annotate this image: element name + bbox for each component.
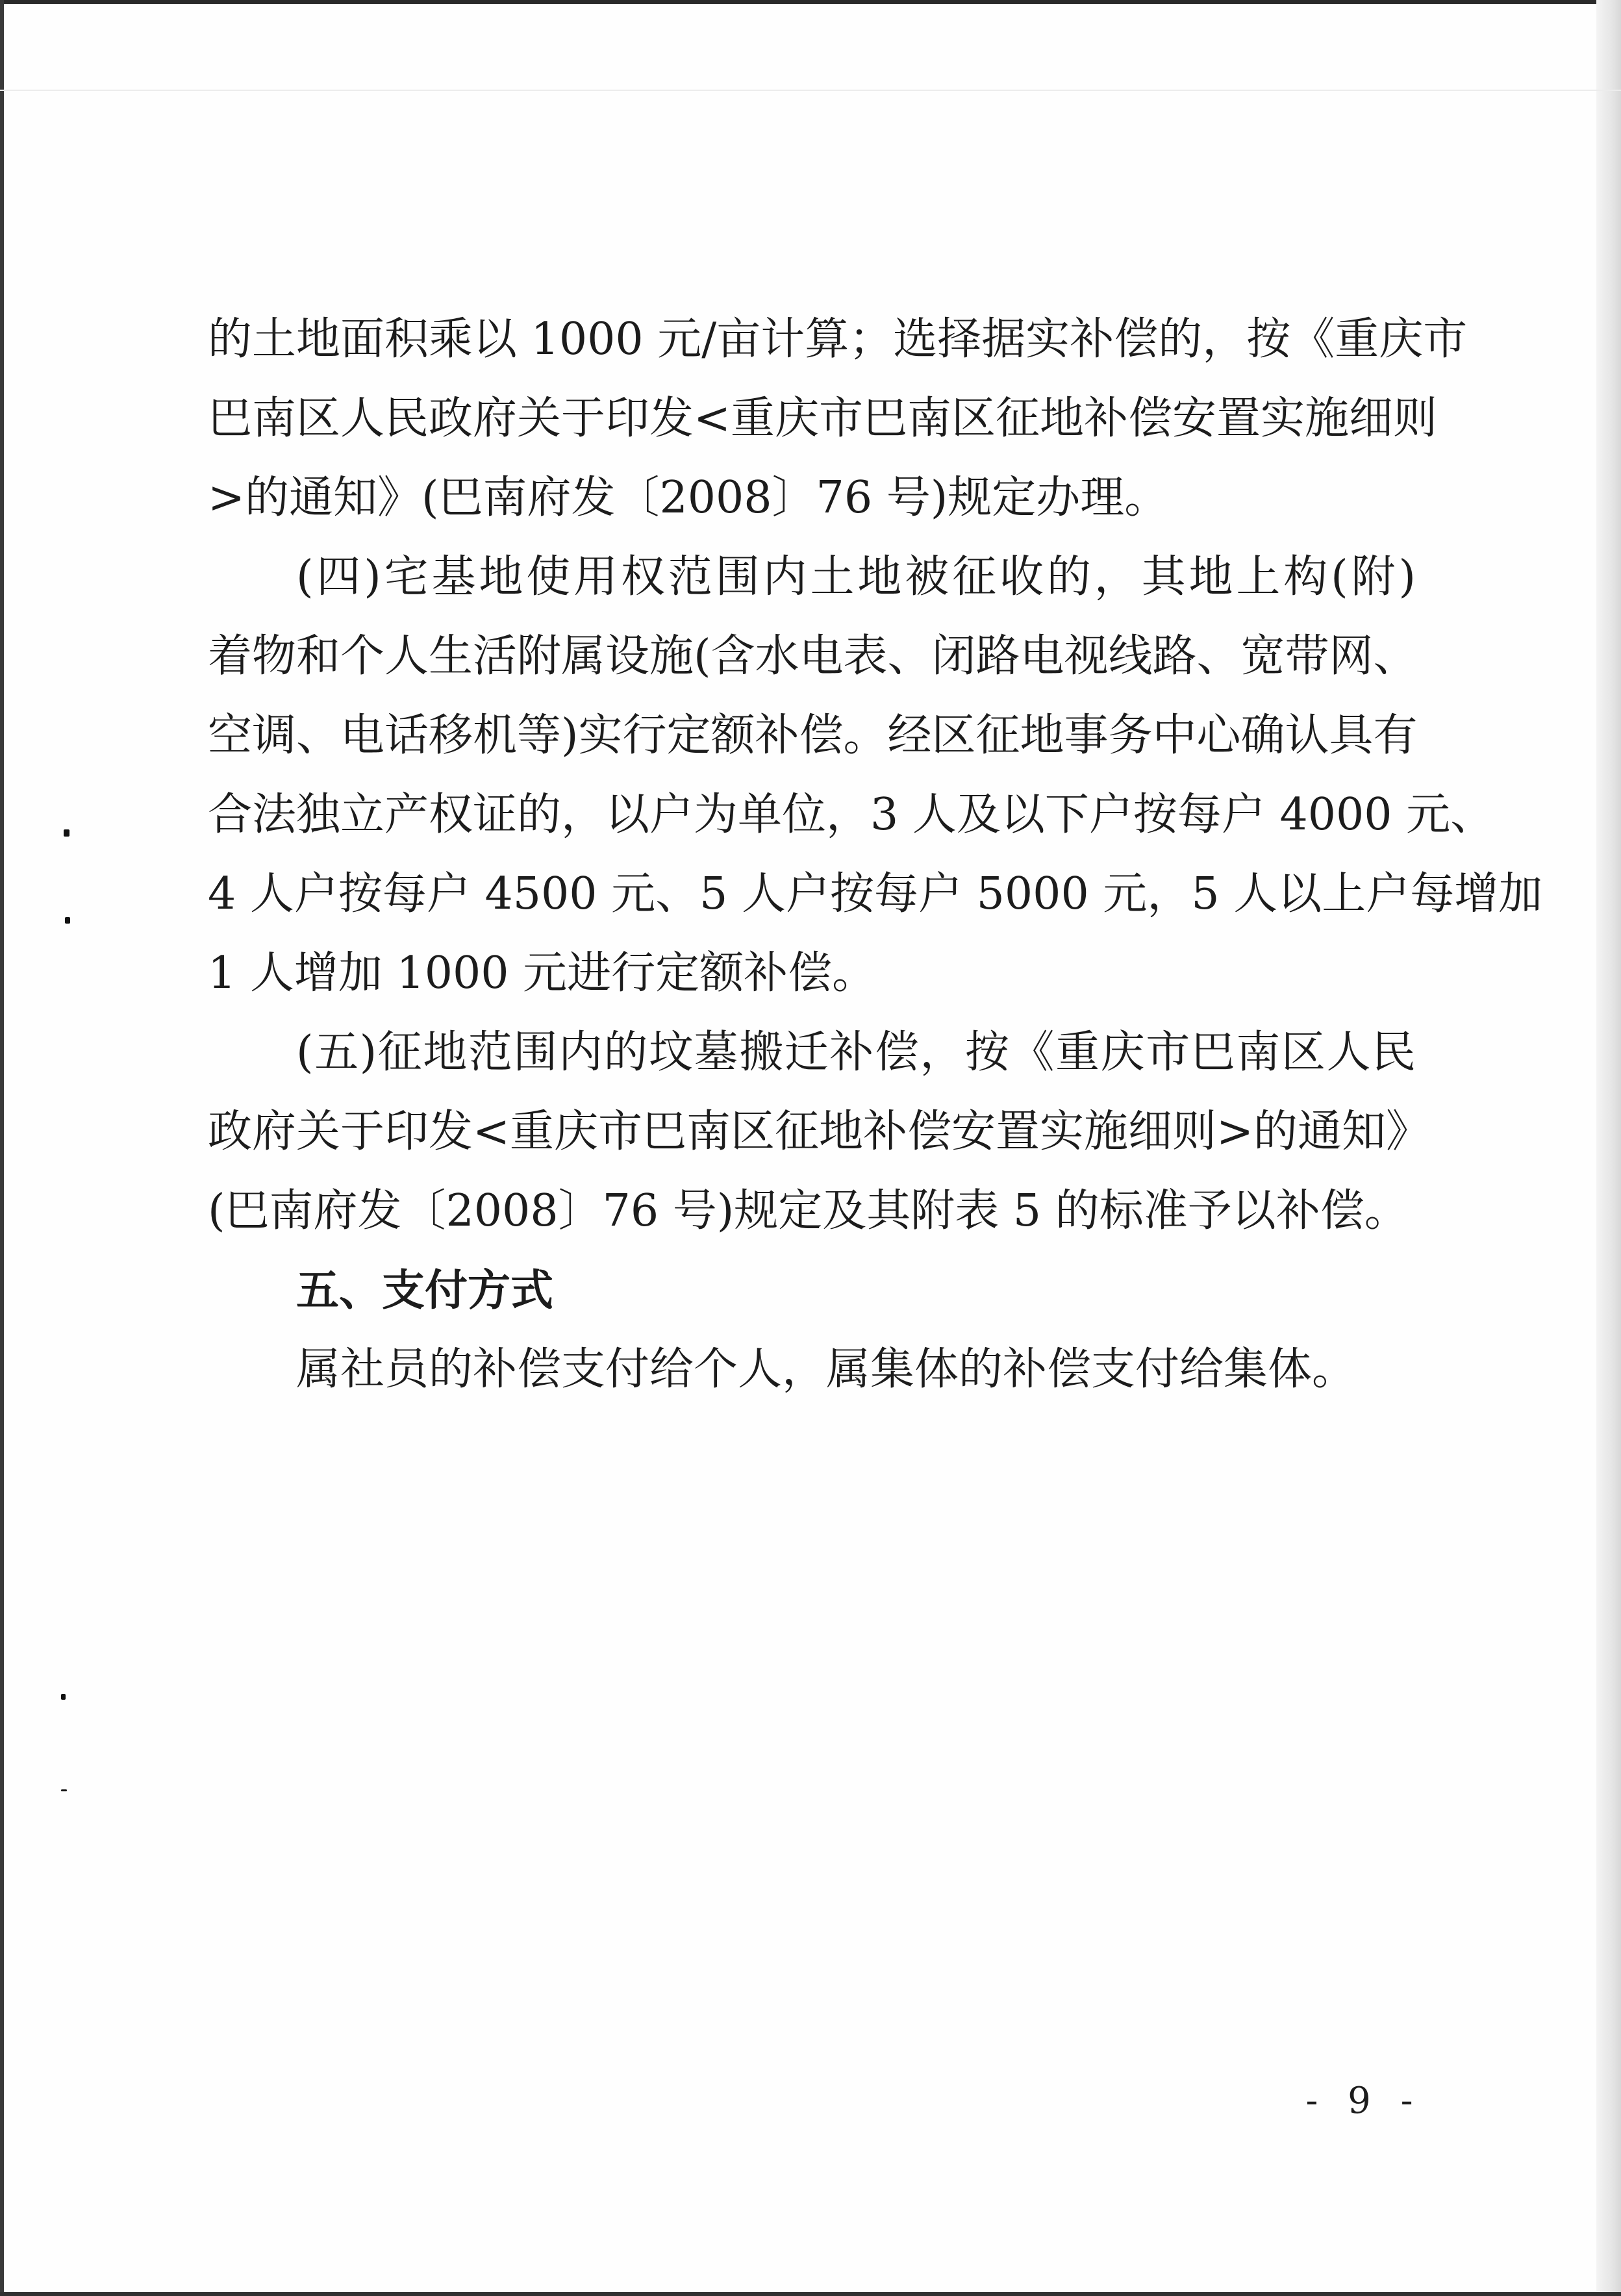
scan-fold-line bbox=[0, 90, 1621, 91]
body-line: 巴南区人民政府关于印发<重庆市巴南区征地补偿安置实施细则 bbox=[208, 393, 1437, 444]
body-line: 着物和个人生活附属设施(含水电表、闭路电视线路、宽带网、 bbox=[208, 631, 1418, 682]
body-line: 合法独立产权证的，以户为单位，3 人及以下户按每户 4000 元、 bbox=[208, 789, 1495, 840]
page-number: - 9 - bbox=[1305, 2080, 1422, 2122]
body-line: >的通知》(巴南府发〔2008〕76 号)规定办理。 bbox=[208, 472, 1169, 524]
paragraph-five-start: (五)征地范围内的坟墓搬迁补偿，按《重庆市巴南区人民 bbox=[296, 1027, 1416, 1078]
scan-edge-left bbox=[0, 0, 4, 2296]
binding-hole-mark bbox=[61, 1694, 66, 1700]
scan-edge-right bbox=[1596, 0, 1621, 2296]
closing-line: 属社员的补偿支付给个人，属集体的补偿支付给集体。 bbox=[296, 1344, 1357, 1395]
document-body bbox=[208, 300, 1543, 1409]
body-line: 政府关于印发<重庆市巴南区征地补偿安置实施细则>的通知》 bbox=[208, 1106, 1430, 1157]
scan-edge-bottom bbox=[0, 2292, 1621, 2296]
binding-hole-mark bbox=[65, 917, 70, 924]
body-line: (巴南府发〔2008〕76 号)规定及其附表 5 的标准予以补偿。 bbox=[208, 1185, 1409, 1237]
paragraph-four-start: (四)宅基地使用权范围内土地被征收的，其地上构(附) bbox=[296, 551, 1416, 603]
binding-hole-mark bbox=[61, 1789, 67, 1791]
scan-edge-top bbox=[0, 0, 1621, 4]
body-line: 1 人增加 1000 元进行定额补偿。 bbox=[208, 948, 877, 999]
binding-hole-mark bbox=[64, 829, 69, 837]
body-line: 的土地面积乘以 1000 元/亩计算；选择据实补偿的，按《重庆市 bbox=[208, 314, 1468, 365]
section-heading: 五、支付方式 bbox=[296, 1265, 553, 1315]
body-line: 空调、电话移机等)实行定额补偿。经区征地事务中心确认具有 bbox=[208, 710, 1418, 761]
body-line: 4 人户按每户 4500 元、5 人户按每户 5000 元，5 人以上户每增加 bbox=[208, 868, 1543, 920]
